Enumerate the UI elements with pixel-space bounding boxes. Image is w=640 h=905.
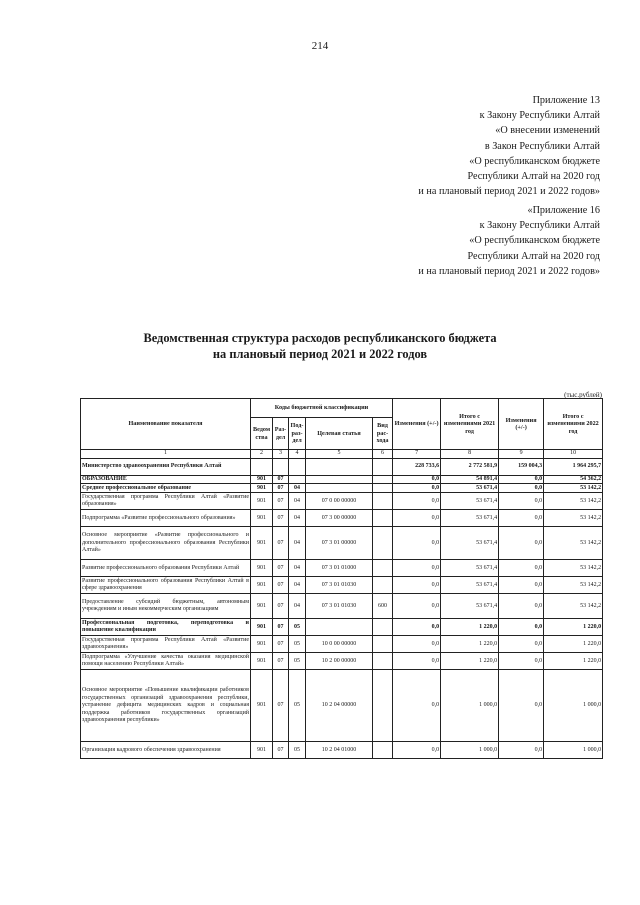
row-vid <box>373 493 393 510</box>
row-total-2021: 1 000,0 <box>441 742 499 759</box>
row-vid <box>373 653 393 670</box>
units-label: (тыс.рублей) <box>564 391 602 399</box>
row-change-2022: 0,0 <box>499 577 544 594</box>
appendix-13-header <box>418 93 600 199</box>
row-target: 10 2 04 01000 <box>306 742 373 759</box>
row-razdel: 07 <box>273 493 289 510</box>
table-row <box>81 527 603 560</box>
row-vid <box>373 484 393 493</box>
row-change-2021: 0,0 <box>393 670 441 742</box>
row-vid <box>373 577 393 594</box>
row-razdel: 07 <box>273 476 289 484</box>
row-total-2021: 1 220,0 <box>441 636 499 653</box>
row-total-2022: 53 142,2 <box>544 527 603 560</box>
appendix-line: «О республиканском бюджете <box>469 155 600 167</box>
table-row <box>81 493 603 510</box>
table-row <box>81 594 603 619</box>
row-target: 07 0 00 00000 <box>306 493 373 510</box>
row-change-2021: 0,0 <box>393 653 441 670</box>
row-ved: 901 <box>251 577 273 594</box>
row-name: Развитие профессионального образования Республики Алтай в сфере здравоохранения <box>81 577 251 594</box>
row-name: Основное мероприятие «Развитие профессионального и дополнительного профессионального образования Республики Алтай» <box>81 527 251 560</box>
row-ved: 901 <box>251 560 273 577</box>
row-podrazdel: 04 <box>289 510 306 527</box>
page-number: 214 <box>311 40 329 52</box>
appendix-line: «Приложение 16 <box>527 205 600 216</box>
row-change-2022: 0,0 <box>499 594 544 619</box>
header-podrazdel: Под- раз- дел <box>289 418 306 450</box>
row-change-2022: 0,0 <box>499 484 544 493</box>
row-total-2021: 53 671,4 <box>441 493 499 510</box>
row-total-2022: 1 964 295,7 <box>544 459 603 476</box>
row-ved: 901 <box>251 670 273 742</box>
budget-structure-table <box>80 398 603 759</box>
row-razdel: 07 <box>273 577 289 594</box>
row-ved: 901 <box>251 484 273 493</box>
row-total-2022: 53 142,2 <box>544 484 603 493</box>
row-total-2021: 1 220,0 <box>441 653 499 670</box>
row-razdel: 07 <box>273 653 289 670</box>
row-razdel: 07 <box>273 742 289 759</box>
row-total-2021: 53 671,4 <box>441 594 499 619</box>
row-total-2022: 1 220,0 <box>544 636 603 653</box>
row-total-2022: 53 142,2 <box>544 560 603 577</box>
row-ved: 901 <box>251 510 273 527</box>
row-change-2021: 0,0 <box>393 493 441 510</box>
row-podrazdel: 04 <box>289 484 306 493</box>
table-body <box>81 459 603 759</box>
row-podrazdel: 05 <box>289 653 306 670</box>
row-vid: 600 <box>373 594 393 619</box>
row-total-2022: 54 362,2 <box>544 476 603 484</box>
row-change-2022: 0,0 <box>499 619 544 636</box>
table-row <box>81 636 603 653</box>
table-row <box>81 577 603 594</box>
table-row <box>81 484 603 493</box>
row-vid <box>373 742 393 759</box>
row-razdel: 07 <box>273 510 289 527</box>
row-total-2021: 54 891,4 <box>441 476 499 484</box>
row-total-2021: 2 772 581,9 <box>441 459 499 476</box>
row-target: 07 3 00 00000 <box>306 510 373 527</box>
row-razdel: 07 <box>273 560 289 577</box>
table-row <box>81 476 603 484</box>
row-total-2022: 53 142,2 <box>544 493 603 510</box>
appendix-line: «О внесении изменений <box>495 125 600 137</box>
row-change-2021: 0,0 <box>393 594 441 619</box>
column-number: 1 <box>81 450 251 459</box>
row-change-2021: 0,0 <box>393 560 441 577</box>
row-ved: 901 <box>251 636 273 653</box>
row-target <box>306 476 373 484</box>
row-vid <box>373 527 393 560</box>
row-podrazdel: 04 <box>289 594 306 619</box>
row-ved: 901 <box>251 594 273 619</box>
row-total-2021: 53 671,4 <box>441 510 499 527</box>
table-row <box>81 653 603 670</box>
row-podrazdel: 05 <box>289 636 306 653</box>
row-target <box>306 484 373 493</box>
row-change-2022: 0,0 <box>499 527 544 560</box>
row-vid <box>373 459 393 476</box>
row-podrazdel: 05 <box>289 742 306 759</box>
appendix-line: к Закону Республики Алтай <box>479 110 600 122</box>
table-row <box>81 670 603 742</box>
header-vid: Вид рас- хода <box>373 418 393 450</box>
row-change-2022: 159 004,3 <box>499 459 544 476</box>
row-podrazdel: 05 <box>289 670 306 742</box>
row-name: Основное мероприятие «Повышение квалификации работников государственных организаций здравоохранения республики, устранение дефицита медицинских кадров и социальная поддержка работников государственных организаций здравоохранения республики» <box>81 670 251 742</box>
document-title <box>0 330 640 362</box>
appendix-line: и на плановый период 2021 и 2022 годов» <box>418 265 600 277</box>
row-total-2021: 53 671,4 <box>441 484 499 493</box>
row-target: 10 2 04 00000 <box>306 670 373 742</box>
row-razdel: 07 <box>273 636 289 653</box>
row-change-2021: 0,0 <box>393 510 441 527</box>
row-change-2021: 0,0 <box>393 484 441 493</box>
row-podrazdel: 04 <box>289 560 306 577</box>
row-change-2022: 0,0 <box>499 510 544 527</box>
table-row <box>81 560 603 577</box>
table-row <box>81 619 603 636</box>
row-razdel: 07 <box>273 619 289 636</box>
header-total-2021: Итого с изменениями 2021 год <box>441 399 499 450</box>
row-change-2022: 0,0 <box>499 560 544 577</box>
title-line-2: на плановый период 2021 и 2022 годов <box>212 347 428 361</box>
column-number: 10 <box>544 450 603 459</box>
column-number: 2 <box>251 450 273 459</box>
row-podrazdel <box>289 476 306 484</box>
row-ved: 901 <box>251 527 273 560</box>
appendix-16-header <box>418 203 600 279</box>
row-change-2022: 0,0 <box>499 476 544 484</box>
row-total-2022: 1 220,0 <box>544 653 603 670</box>
table-row <box>81 742 603 759</box>
appendix-line: в Закон Республики Алтай <box>484 140 600 152</box>
row-name: Организация кадрового обеспечения здравоохранения <box>81 742 251 759</box>
row-change-2021: 0,0 <box>393 619 441 636</box>
row-name: Предоставление субсидий бюджетным, автономным учреждениям и иным некоммерческим организациям <box>81 594 251 619</box>
column-number: 9 <box>499 450 544 459</box>
row-target: 10 0 00 00000 <box>306 636 373 653</box>
row-change-2021: 0,0 <box>393 577 441 594</box>
row-podrazdel: 04 <box>289 577 306 594</box>
row-razdel: 07 <box>273 594 289 619</box>
row-target: 07 3 01 01030 <box>306 594 373 619</box>
row-name: ОБРАЗОВАНИЕ <box>81 476 251 484</box>
row-total-2022: 1 000,0 <box>544 670 603 742</box>
row-vid <box>373 670 393 742</box>
appendix-line: «О республиканском бюджете <box>469 235 600 247</box>
row-total-2021: 53 671,4 <box>441 527 499 560</box>
row-target: 10 2 00 00000 <box>306 653 373 670</box>
header-change-2021: Изменения (+/-) <box>393 399 441 450</box>
row-vid <box>373 476 393 484</box>
row-change-2022: 0,0 <box>499 742 544 759</box>
row-change-2021: 0,0 <box>393 476 441 484</box>
row-total-2022: 53 142,2 <box>544 577 603 594</box>
row-change-2022: 0,0 <box>499 493 544 510</box>
row-name: Среднее профессиональное образование <box>81 484 251 493</box>
row-podrazdel <box>289 459 306 476</box>
row-podrazdel: 04 <box>289 527 306 560</box>
column-number: 3 <box>273 450 289 459</box>
header-ved: Ведом ства <box>251 418 273 450</box>
row-ved: 901 <box>251 619 273 636</box>
row-razdel: 07 <box>273 484 289 493</box>
column-number: 6 <box>373 450 393 459</box>
row-total-2021: 1 220,0 <box>441 619 499 636</box>
row-target <box>306 619 373 636</box>
row-razdel: 07 <box>273 527 289 560</box>
row-change-2021: 0,0 <box>393 527 441 560</box>
row-total-2021: 1 000,0 <box>441 670 499 742</box>
column-number: 4 <box>289 450 306 459</box>
row-target: 07 3 01 01030 <box>306 577 373 594</box>
row-vid <box>373 510 393 527</box>
column-number: 5 <box>306 450 373 459</box>
appendix-line: Республики Алтай на 2020 год <box>467 250 600 262</box>
row-change-2021: 228 733,6 <box>393 459 441 476</box>
row-razdel: 07 <box>273 670 289 742</box>
row-target: 07 3 01 01000 <box>306 560 373 577</box>
row-ved: 901 <box>251 476 273 484</box>
row-ved: 901 <box>251 742 273 759</box>
row-name: Государственная программа Республики Алтай «Развитие здравоохранения» <box>81 636 251 653</box>
row-name: Профессиональная подготовка, переподготовка и повышение квалификации <box>81 619 251 636</box>
row-name: Государственная программа Республики Алтай «Развитие образования» <box>81 493 251 510</box>
header-codes: Коды бюджетной классификации <box>251 399 393 418</box>
row-ved <box>251 459 273 476</box>
appendix-line: Республики Алтай на 2020 год <box>467 171 600 183</box>
appendix-line: Приложение 13 <box>532 95 600 106</box>
row-total-2021: 53 671,4 <box>441 560 499 577</box>
row-ved: 901 <box>251 493 273 510</box>
header-razdel: Раз- дел <box>273 418 289 450</box>
header-target: Целевая статья <box>306 418 373 450</box>
row-vid <box>373 636 393 653</box>
column-number-row <box>81 450 603 459</box>
header-name: Наименование показателя <box>81 399 251 450</box>
row-change-2021: 0,0 <box>393 636 441 653</box>
row-name: Подпрограмма «Улучшение качества оказания медицинской помощи населению Республики Алтай» <box>81 653 251 670</box>
row-total-2022: 53 142,2 <box>544 594 603 619</box>
appendix-line: и на плановый период 2021 и 2022 годов» <box>418 186 600 198</box>
table-row <box>81 510 603 527</box>
row-change-2022: 0,0 <box>499 670 544 742</box>
title-line-1: Ведомственная структура расходов республиканского бюджета <box>143 331 497 345</box>
row-vid <box>373 619 393 636</box>
row-vid <box>373 560 393 577</box>
column-number: 8 <box>441 450 499 459</box>
row-change-2022: 0,0 <box>499 653 544 670</box>
row-name: Подпрограмма «Развитие профессионального образования» <box>81 510 251 527</box>
row-ved: 901 <box>251 653 273 670</box>
row-podrazdel: 05 <box>289 619 306 636</box>
row-name: Развитие профессионального образования Республики Алтай <box>81 560 251 577</box>
appendix-line: к Закону Республики Алтай <box>479 220 600 232</box>
row-name: Министерство здравоохранения Республики Алтай <box>81 459 251 476</box>
column-number: 7 <box>393 450 441 459</box>
row-change-2022: 0,0 <box>499 636 544 653</box>
row-target: 07 3 01 00000 <box>306 527 373 560</box>
row-razdel <box>273 459 289 476</box>
row-target <box>306 459 373 476</box>
table-row <box>81 459 603 476</box>
row-total-2022: 53 142,2 <box>544 510 603 527</box>
row-total-2022: 1 220,0 <box>544 619 603 636</box>
row-total-2021: 53 671,4 <box>441 577 499 594</box>
row-change-2021: 0,0 <box>393 742 441 759</box>
header-total-2022: Итого с изменениями 2022 год <box>544 399 603 450</box>
header-change-2022: Изменения (+/-) <box>499 399 544 450</box>
row-podrazdel: 04 <box>289 493 306 510</box>
row-total-2022: 1 000,0 <box>544 742 603 759</box>
